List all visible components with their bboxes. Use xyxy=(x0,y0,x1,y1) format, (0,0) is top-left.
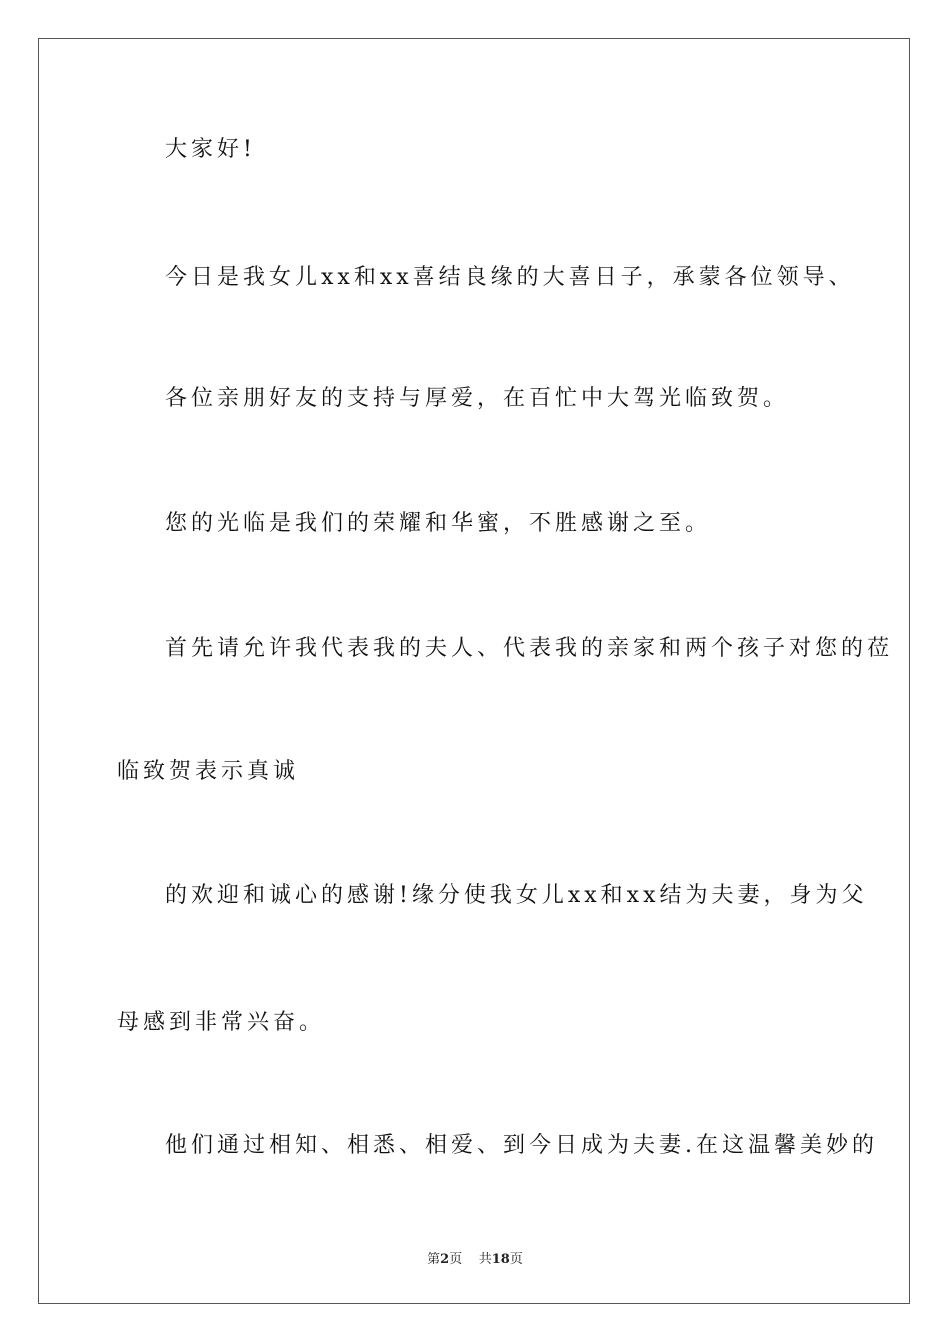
text-line-1: 大家好! xyxy=(165,137,256,162)
page-footer xyxy=(0,1248,950,1267)
footer-page-suffix: 页 xyxy=(449,1252,463,1267)
text-line-7: 的欢迎和诚心的感谢!缘分使我女儿xx和xx结为夫妻，身为父 xyxy=(165,883,868,908)
text-line-8: 母感到非常兴奋。 xyxy=(117,1010,326,1035)
text-line-9: 他们通过相知、相悉、相爱、到今日成为夫妻.在这温馨美妙的 xyxy=(165,1133,878,1158)
text-line-3: 各位亲朋好友的支持与厚爱，在百忙中大驾光临致贺。 xyxy=(165,386,790,411)
text-line-5: 首先请允许我代表我的夫人、代表我的亲家和两个孩子对您的莅 xyxy=(165,636,894,661)
text-line-6: 临致贺表示真诚 xyxy=(117,759,300,784)
footer-page-number: 2 xyxy=(440,1252,450,1267)
text-line-4: 您的光临是我们的荣耀和华蜜，不胜感谢之至。 xyxy=(165,511,712,536)
text-line-2: 今日是我女儿xx和xx喜结良缘的大喜日子，承蒙各位领导、 xyxy=(165,265,855,290)
footer-total-prefix: 共 xyxy=(478,1252,492,1267)
footer-total-pages: 18 xyxy=(491,1252,510,1267)
footer-page-prefix: 第 xyxy=(427,1252,441,1267)
footer-total-suffix: 页 xyxy=(509,1252,523,1267)
page-border xyxy=(38,38,910,1304)
